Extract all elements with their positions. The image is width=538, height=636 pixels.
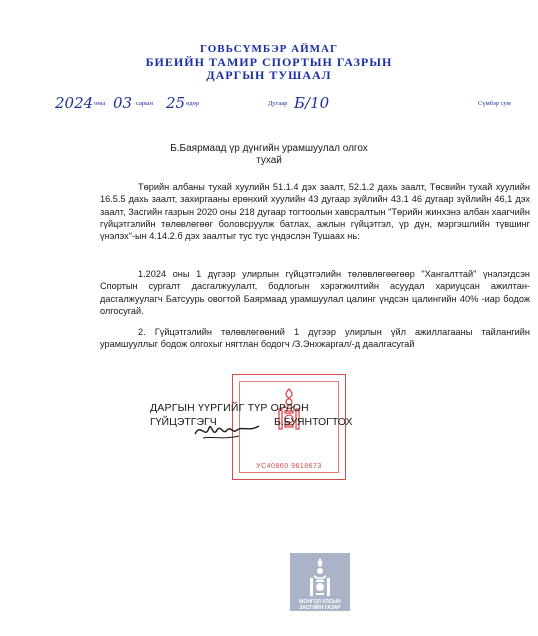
date-day: 25 bbox=[166, 94, 186, 112]
government-logo bbox=[290, 553, 350, 611]
soyombo-logo-icon bbox=[290, 553, 350, 597]
logo-line2: ЗАСГИЙН ГАЗАР bbox=[299, 605, 341, 611]
handwritten-signature-icon bbox=[193, 418, 263, 444]
stamp-code: УС40860 9618673 bbox=[256, 463, 322, 470]
decree-title-tail: тухай bbox=[256, 155, 282, 166]
decree-title: Б.Баярмаад үр дүнгийн урамшуулал олгох bbox=[170, 143, 368, 154]
number-label: Дугаар bbox=[268, 100, 288, 107]
place-name: Сүмбэр сум bbox=[478, 100, 511, 107]
signatory-title: ДАРГЫН ҮҮРГИЙГ ТҮР ОРЛОН bbox=[150, 402, 309, 414]
date-month-label: сарын bbox=[136, 100, 153, 107]
date-month: 03 bbox=[113, 94, 133, 112]
signatory-role: ГҮЙЦЭТГЭГЧ bbox=[150, 416, 217, 428]
order-item-2: 2. Гүйцэтгэлийн төлөвлөгөөний 1 дүгээр улирлын үйл ажиллагааны тайлангийн урамшууллыг бодож олгохыг нягтлан бодогч /З.Энхжаргал/-д даалгасугай bbox=[100, 327, 530, 350]
header-aimag: ГОВЬСҮМБЭР АЙМАГ bbox=[200, 43, 338, 55]
date-year-label: оны bbox=[94, 100, 106, 107]
preamble-paragraph: Төрийн албаны тухай хуулийн 51.1.4 дэх заалт, 52.1.2 дахь заалт, Төсвийн тухай хуулийн 16.5.5 дахь заалт, захиргааны ерөнхий хуулийн 43 дугаар зүйлийн 43.1 46 дугаар зүйлийн 46,1 дэх заалт, Засгийн газрын 2020 оны 218 дугаар тогтоолын хавсралтын "Төрийн жинхэнэ албан хаагчийн гүйцэтгэлийн төлөвлөгөөг боловсруулж батлах, ажлын гүйцэтгэл, үр дүн, мэргэшлийн түвшинг үнэлэх"-ын 4.14.2.б дэх заалтыг тус тус үндэслэн Тушаах нь: bbox=[100, 182, 530, 242]
header-organization: БИЕИЙН ТАМИР СПОРТЫН ГАЗРЫН bbox=[145, 55, 393, 69]
date-year: 2024 bbox=[55, 94, 94, 112]
header-decree-type: ДАРГЫН ТУШААЛ bbox=[206, 68, 332, 82]
signatory-name: Б.БУЯНТОГТОХ bbox=[274, 416, 353, 428]
order-item-1: 1.2024 оны 1 дүгээр улирлын гүйцэтгэлийн төлөвлөгөөгөөр "Хангалттай" үнэлэгдсэн Спортын сургалт дасгалжуулалт, бодлогын хэрэгжилтийн асуудал хариуцсан ажилтан-дасгалжуулагч Батсуурь овогтой Баярмаад урамшуулал цалинг үндсэн цалингийн 40% -иар бодож олгосугай. bbox=[100, 269, 530, 316]
dateline bbox=[0, 94, 538, 116]
logo-line1: МОНГОЛ УЛСЫН bbox=[299, 599, 341, 605]
date-day-label: өдөр bbox=[186, 100, 200, 107]
decree-number: Б/10 bbox=[294, 94, 330, 112]
